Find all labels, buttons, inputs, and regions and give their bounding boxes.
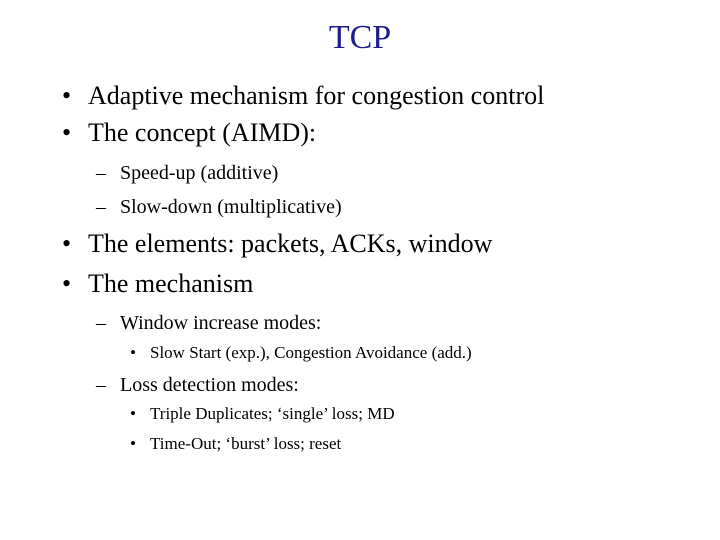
sub-sub-bullet-item (130, 342, 472, 364)
bullet-item (62, 268, 253, 300)
sub-sub-bullet-text: Slow Start (exp.), Congestion Avoidance (add.) (150, 343, 472, 362)
sub-bullet-item (96, 372, 299, 398)
bullet-marker: • (130, 434, 136, 453)
sub-sub-bullet-text: Triple Duplicates; ‘single’ loss; MD (150, 404, 395, 423)
sub-bullet-text: Loss detection modes: (120, 374, 299, 396)
bullet-item (62, 117, 316, 149)
bullet-item (62, 80, 544, 112)
sub-bullet-text: Slow-down (multiplicative) (120, 196, 342, 218)
dash-marker: – (96, 196, 106, 218)
sub-bullet-item (96, 194, 342, 220)
sub-bullet-text: Speed-up (additive) (120, 162, 279, 184)
dash-marker: – (96, 374, 106, 396)
bullet-marker: • (130, 343, 136, 362)
bullet-marker: • (62, 118, 72, 147)
sub-sub-bullet-item (130, 403, 395, 425)
bullet-text: The concept (AIMD): (88, 118, 317, 147)
bullet-item (62, 228, 492, 260)
dash-marker: – (96, 162, 106, 184)
bullet-text: Adaptive mechanism for congestion control (88, 81, 545, 110)
bullet-marker: • (130, 404, 136, 423)
sub-sub-bullet-text: Time-Out; ‘burst’ loss; reset (150, 434, 342, 453)
sub-bullet-text: Window increase modes: (120, 312, 322, 334)
slide-title: TCP (328, 19, 392, 56)
bullet-marker: • (62, 229, 72, 258)
sub-bullet-item (96, 160, 278, 186)
bullet-text: The mechanism (88, 269, 254, 298)
bullet-marker: • (62, 81, 72, 110)
bullet-marker: • (62, 269, 72, 298)
bullet-text: The elements: packets, ACKs, window (88, 229, 493, 258)
sub-bullet-item (96, 310, 321, 336)
dash-marker: – (96, 312, 106, 334)
sub-sub-bullet-item (130, 433, 341, 455)
